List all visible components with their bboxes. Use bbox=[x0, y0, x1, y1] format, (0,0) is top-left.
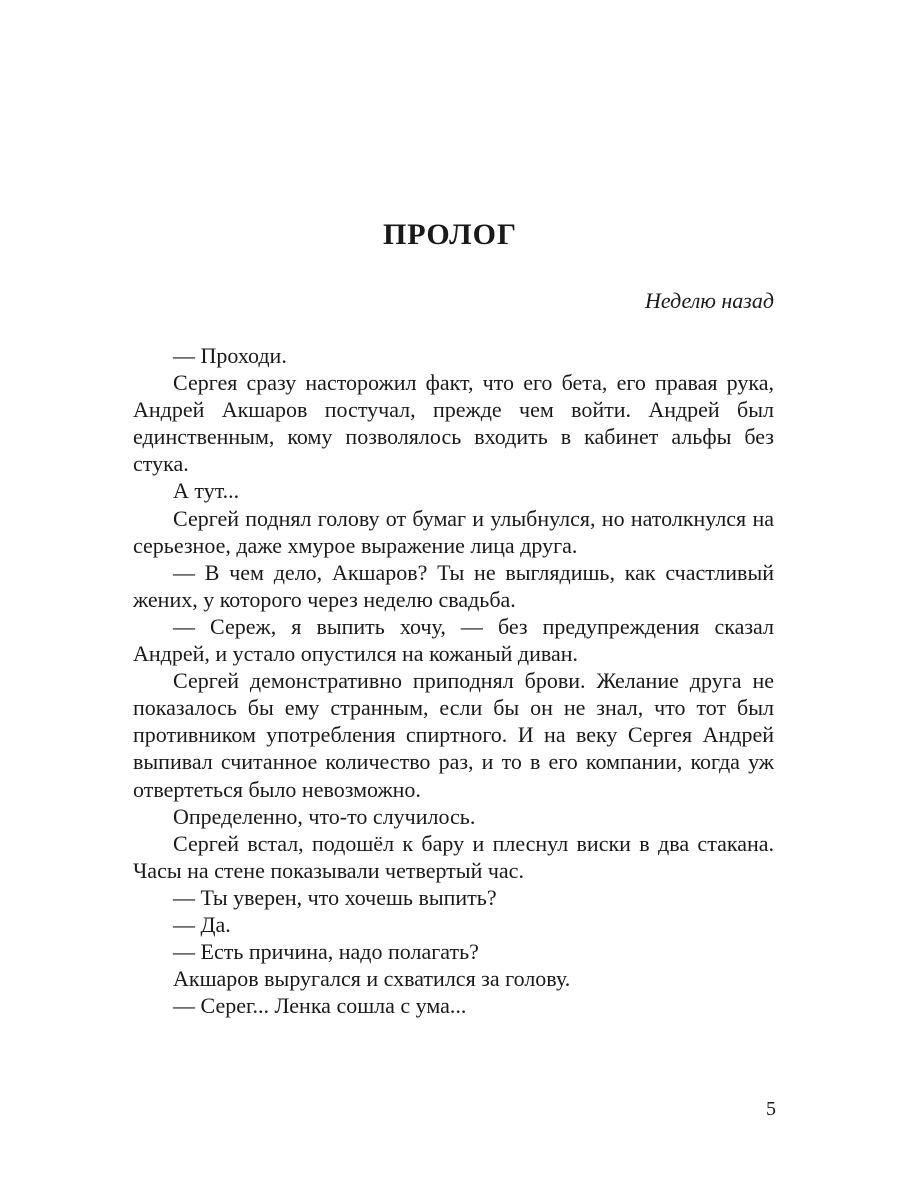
paragraph: Сергей встал, подошёл к бару и плеснул виски в два стакана. Часы на стене показывали четвертый час. bbox=[133, 830, 774, 883]
paragraph: — Есть причина, надо полагать? bbox=[173, 939, 479, 965]
paragraph: А тут... bbox=[173, 478, 240, 504]
paragraph: — Ты уверен, что хочешь выпить? bbox=[173, 884, 497, 910]
paragraph: — Сереж, я выпить хочу, — без предупреждения сказал Андрей, и устало опустился на кожаный диван. bbox=[133, 613, 774, 667]
paragraph: Сергея сразу насторожил факт, что его бета, его правая рука, Андрей Акшаров постучал, прежде чем войти. Андрей был единственным, кому позволялось входить в кабинет альфы без стука. bbox=[133, 370, 774, 477]
paragraph: Сергей демонстративно приподнял брови. Желание друга не показалось бы ему странным, если бы он не знал, что тот был противником употребления спиртного. И на веку Сергея Андрей выпивал считанное количество раз, и то в его компании, когда уж отвертеться было невозможно. bbox=[133, 668, 774, 802]
page-number: 5 bbox=[766, 1098, 776, 1120]
paragraph: — В чем дело, Акшаров? Ты не выглядишь, как счастливый жених, у которого через неделю свадьба. bbox=[133, 559, 774, 612]
paragraph: Акшаров выругался и схватился за голову. bbox=[173, 966, 571, 992]
paragraph: — Серег... Ленка сошла с ума... bbox=[173, 993, 467, 1019]
paragraph: — Проходи. bbox=[173, 343, 287, 368]
paragraph: — Да. bbox=[173, 911, 231, 937]
chapter-title: ПРОЛОГ bbox=[382, 218, 518, 251]
chapter-epigraph: Неделю назад bbox=[645, 288, 774, 313]
paragraph: Сергей поднял голову от бумаг и улыбнулся, но натолкнулся на серьезное, даже хмурое выражение лица друга. bbox=[133, 505, 774, 558]
paragraph: Определенно, что-то случилось. bbox=[173, 803, 476, 829]
body-text bbox=[133, 342, 774, 1019]
